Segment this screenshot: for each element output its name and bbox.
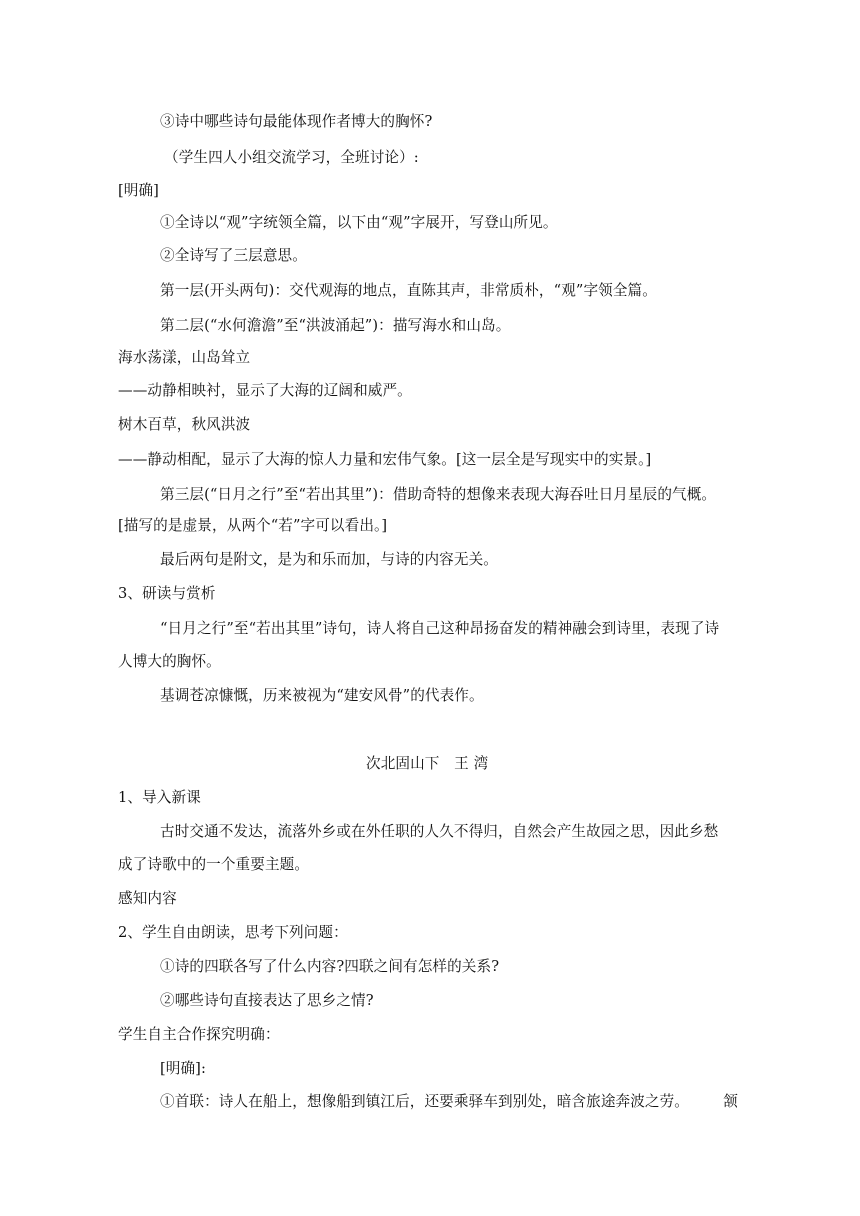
- first-couplet-line: [160, 1092, 738, 1112]
- first-couplet-text: ①首联：诗人在船上，想像船到镇江后，还要乘驿车到别处，暗含旅途奔波之劳。: [160, 1093, 689, 1110]
- couplet-trees-note: ——静动相配，显示了大海的惊人力量和宏伟气象。[这一层全是写现实中的实景。]: [118, 451, 652, 468]
- question-2: ②哪些诗句直接表达了思乡之情?: [160, 992, 374, 1009]
- question-3: ③诗中哪些诗句最能体现作者博大的胸怀?: [160, 113, 433, 130]
- layer-3: 第三层(“日月之行”至“若出其里”)：借助奇特的想像来表现大海吞吐日月星辰的气概。: [160, 486, 717, 503]
- section-3-heading: 3、研读与赏析: [118, 585, 216, 602]
- clarify-heading-2: [明确]:: [160, 1060, 206, 1077]
- section-2-heading: 2、学生自由朗读，思考下列问题：: [118, 924, 348, 941]
- section-1-heading: 1、导入新课: [118, 789, 201, 806]
- intro-line-2: 成了诗歌中的一个重要主题。: [118, 856, 310, 873]
- poem-title: 次北固山下 王 湾: [366, 755, 489, 772]
- perceive-content-heading: 感知内容: [118, 890, 177, 907]
- layer-1: 第一层(开头两句)：交代观海的地点，直陈其声，非常质朴，“观”字领全篇。: [160, 282, 657, 299]
- clarify-point-1: ①全诗以“观”字统领全篇，以下由“观”字展开，写登山所见。: [160, 214, 558, 231]
- clarify-heading: [明确]: [118, 182, 159, 199]
- intro-line-1: 古时交通不发达，流落外乡或在外任职的人久不得归，自然会产生故园之思，因此乡愁: [160, 823, 719, 840]
- layer-3-note: [描写的是虚景，从两个“若”字可以看出。]: [118, 517, 388, 534]
- couplet-trees: 树木百草，秋风洪波: [118, 416, 251, 433]
- couplet-sea-note: ——动静相映衬，显示了大海的辽阔和威严。: [118, 382, 412, 399]
- question-1: ①诗的四联各写了什么内容?四联之间有怎样的关系?: [160, 958, 500, 975]
- group-discussion-note: （学生四人小组交流学习，全班讨论）:: [164, 149, 419, 166]
- last-two-lines-note: 最后两句是附文，是为和乐而加，与诗的内容无关。: [160, 551, 498, 568]
- inquiry-heading: 学生自主合作探究明确：: [118, 1026, 280, 1043]
- clarify-point-2: ②全诗写了三层意思。: [160, 247, 307, 264]
- tone-summary: 基调苍凉慷慨，历来被视为“建安风骨”的代表作。: [160, 687, 484, 704]
- layer-2: 第二层(“水何澹澹”至“洪波涌起”)：描写海水和山岛。: [160, 317, 511, 334]
- couplet-sea: 海水荡漾，山岛耸立: [118, 349, 251, 366]
- next-couplet-start: 颔: [723, 1093, 738, 1110]
- appreciation-line-2: 人博大的胸怀。: [118, 653, 221, 670]
- appreciation-line-1: “日月之行”至“若出其里”诗句，诗人将自己这种昂扬奋发的精神融会到诗里，表现了诗: [160, 620, 720, 637]
